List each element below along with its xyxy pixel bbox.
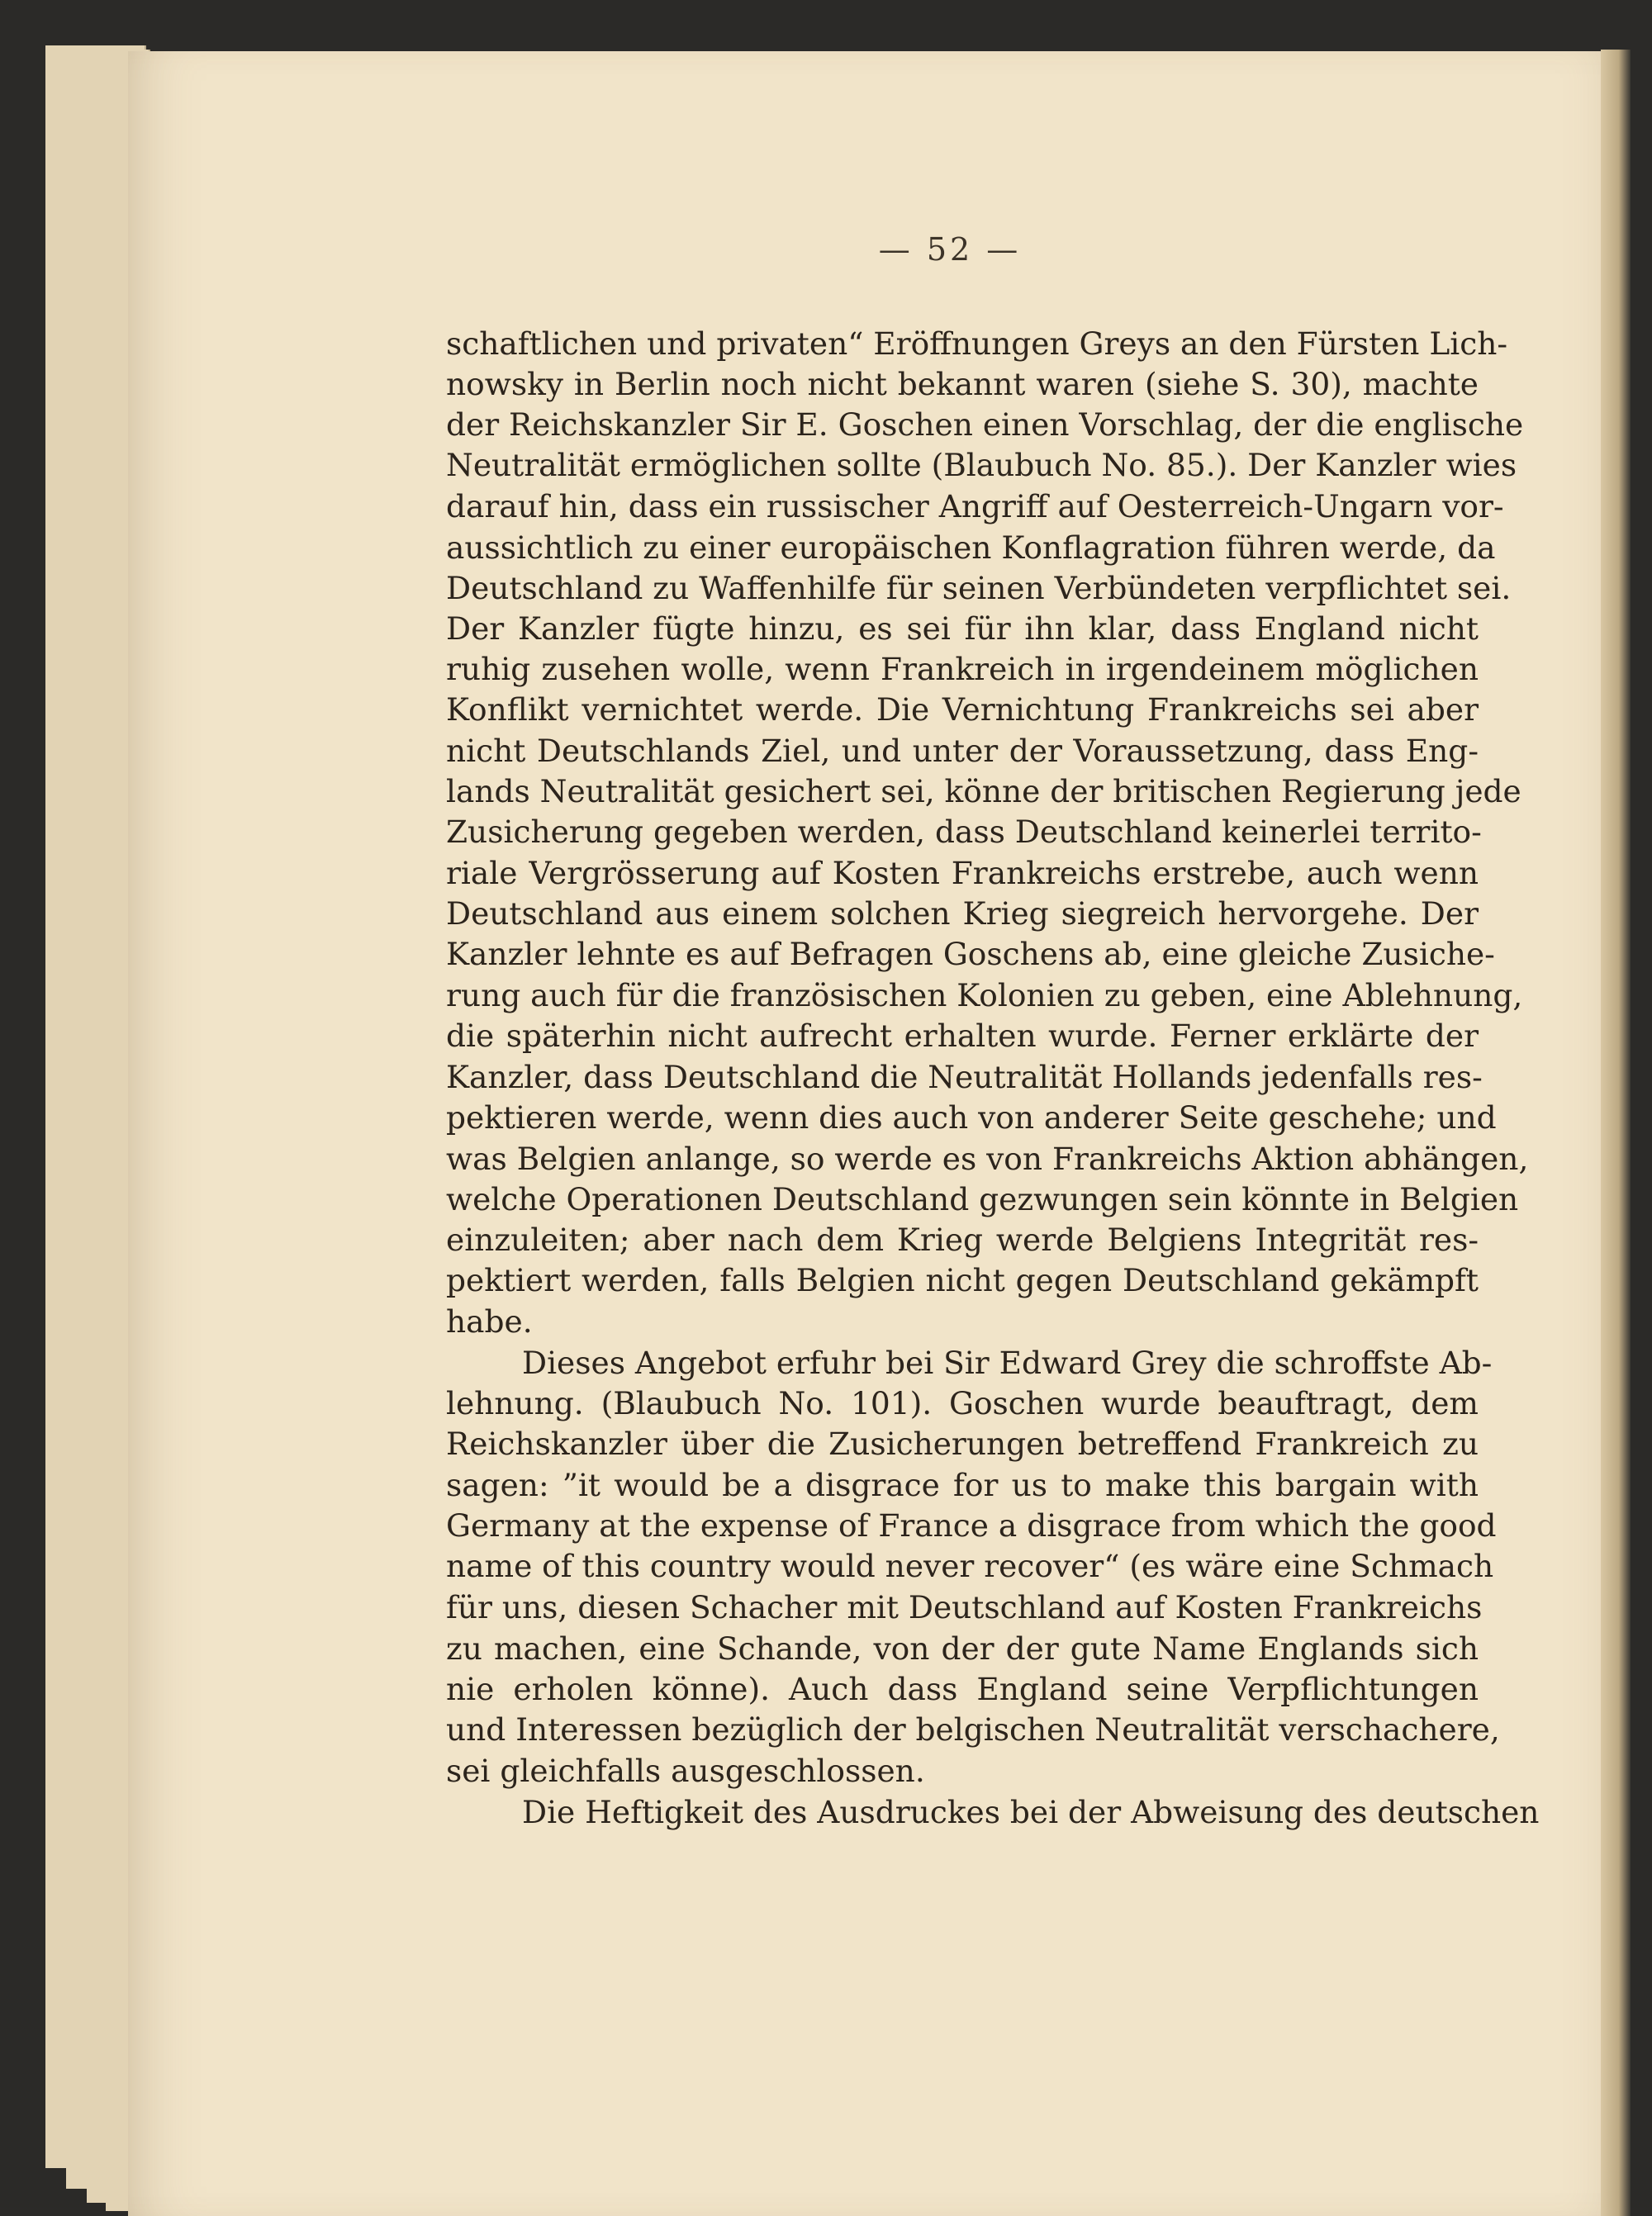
text-line: sagen: ”it would be a disgrace for us to make this bargain with [446,1467,1479,1503]
page-number: — 52 — [878,231,1022,268]
text-line: einzuleiten; aber nach dem Krieg werde Belgiens Integrität res- [446,1222,1479,1258]
text-line: rung auch für die französischen Kolonien zu geben, eine Ablehnung, [446,977,1523,1013]
text-line: Konflikt vernichtet werde. Die Vernichtung Frankreichs sei aber [446,691,1479,728]
text-line: schaftlichen und privaten“ Eröffnungen Greys an den Fürsten Lich- [446,325,1508,362]
text-line: Dieses Angebot erfuhr bei Sir Edward Grey die schroffste Ab- [522,1345,1493,1381]
text-line: aussichtlich zu einer europäischen Konflagration führen werde, da [446,529,1496,566]
text-line: Reichskanzler über die Zusicherungen betreffend Frankreich zu [446,1426,1479,1462]
text-line: Kanzler lehnte es auf Befragen Goschens ab, eine gleiche Zusiche- [446,936,1495,972]
text-line: nicht Deutschlands Ziel, und unter der Voraussetzung, dass Eng- [446,733,1479,769]
text-line: was Belgien anlange, so werde es von Frankreichs Aktion abhängen, [446,1141,1529,1177]
text-line: Der Kanzler fügte hinzu, es sei für ihn klar, dass England nicht [446,610,1479,647]
text-line: Die Heftigkeit des Ausdruckes bei der Abweisung des deutschen [522,1794,1540,1830]
text-line: habe. [446,1303,533,1340]
text-line: lehnung. (Blaubuch No. 101). Goschen wurde beauftragt, dem [446,1385,1479,1421]
text-line: ruhig zusehen wolle, wenn Frankreich in irgendeinem möglichen [446,651,1479,687]
book-gutter [1601,50,1631,2216]
text-line: die späterhin nicht aufrecht erhalten wurde. Ferner erklärte der [446,1018,1479,1054]
text-line: und Interessen bezüglich der belgischen Neutralität verschachere, [446,1711,1500,1748]
text-line: Neutralität ermöglichen sollte (Blaubuch No. 85.). Der Kanzler wies [446,447,1517,483]
text-line: lands Neutralität gesichert sei, könne der britischen Regierung jede [446,773,1521,809]
text-line: sei gleichfalls ausgeschlossen. [446,1753,925,1789]
text-line: der Reichskanzler Sir E. Goschen einen Vorschlag, der die englische [446,406,1524,443]
text-line: Germany at the expense of France a disgrace from which the good [446,1507,1497,1544]
text-line: pektieren werde, wenn dies auch von anderer Seite geschehe; und [446,1099,1497,1136]
text-line: Kanzler, dass Deutschland die Neutralität Hollands jedenfalls res- [446,1059,1483,1095]
text-line: darauf hin, dass ein russischer Angriff auf Oesterreich-Ungarn vor- [446,488,1504,524]
text-line: pektiert werden, falls Belgien nicht gegen Deutschland gekämpft [446,1262,1479,1298]
text-line: name of this country would never recover“ (es wäre eine Schmach [446,1548,1494,1584]
text-line: für uns, diesen Schacher mit Deutschland auf Kosten Frankreichs [446,1589,1483,1625]
text-line: nie erholen könne). Auch dass England seine Verpflichtungen [446,1671,1479,1707]
text-line: welche Operationen Deutschland gezwungen sein könnte in Belgien [446,1181,1519,1217]
text-line: riale Vergrösserung auf Kosten Frankreichs erstrebe, auch wenn [446,855,1479,891]
text-line: Zusicherung gegeben werden, dass Deutschland keinerlei territo- [446,814,1482,850]
text-line: Deutschland zu Waffenhilfe für seinen Verbündeten verpflichtet sei. [446,570,1512,606]
text-line: nowsky in Berlin noch nicht bekannt waren (siehe S. 30), machte [446,366,1479,402]
text-line: Deutschland aus einem solchen Krieg siegreich hervorgehe. Der [446,895,1479,932]
text-line: zu machen, eine Schande, von der der gute Name Englands sich [446,1630,1479,1667]
